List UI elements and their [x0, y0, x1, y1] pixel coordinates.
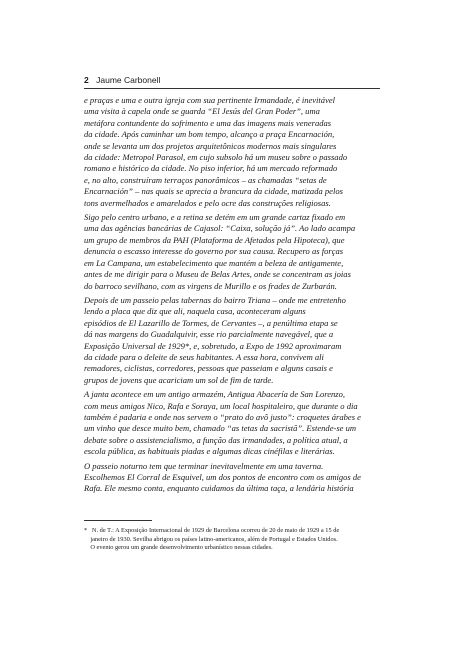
text-line: Sigo pelo centro urbano, e a retina se detém em um grande cartaz fixado em — [84, 212, 346, 223]
author-name: Jaume Carbonell — [96, 75, 161, 85]
paragraph — [84, 295, 382, 386]
header-rule — [84, 88, 380, 89]
page-number: 2 — [84, 75, 89, 85]
text-line: Exposição Universal de 1929*, e, sobretudo, a Expo de 1992 aproximaram — [84, 340, 342, 351]
paragraph — [84, 212, 382, 292]
paragraph — [84, 389, 382, 457]
text-line: Depois de um passeio pelas tabernas do bairro Triana – onde me entretenho — [84, 294, 346, 305]
footnote-line: O evento gerou um grande desenvolvimento urbanístico nessas cidades. — [84, 544, 273, 552]
footnote — [84, 527, 380, 553]
text-line: O passeio noturno tem que terminar inevitavelmente em uma taverna. — [84, 460, 324, 471]
text-line: da cidade. Após caminhar um bom tempo, alcanço a praça Encarnación, — [84, 129, 335, 140]
text-line: também é padaria e onde nos servem o “prato do avô justo”: croquetes árabes e — [84, 411, 361, 422]
body-text — [84, 95, 382, 498]
text-line: uma visita à capela onde se guarda “El Jesús del Gran Poder”, uma — [84, 106, 320, 117]
text-line: escola pública, as habituais piadas e algumas dicas cinéfilas e literárias. — [84, 446, 335, 457]
paragraph — [84, 461, 382, 495]
text-line: da cidade: Metropol Parasol, em cujo subsolo há um museu sobre o passado — [84, 152, 348, 163]
text-line: Encarnación” – nas quais se aprecia a brancura da cidade, matizada pelos — [84, 186, 343, 197]
text-line: e, no alto, construíram terraços panorâmicos – as chamadas “setas de — [84, 174, 327, 185]
footnote-rule — [84, 520, 152, 521]
text-line: antes de me dirigir para o Museu de Belas Artes, onde se concentram as joias — [84, 269, 351, 280]
paragraph — [84, 95, 382, 209]
text-line: em La Campana, um estabelecimento que mantém a beleza de antigamente, — [84, 257, 344, 268]
text-line: com meus amigos Nico, Rafa e Soraya, um local hospitaleiro, que durante o dia — [84, 400, 358, 411]
text-line: debate sobre o assistencialismo, a função das irmandades, a política atual, a — [84, 434, 348, 445]
text-line: metáfora contundente do sofrimento e uma das imagens mais veneradas — [84, 117, 332, 128]
text-line: Rafa. Ele mesmo conta, enquanto cuidamos da última taça, a lendária história — [84, 483, 354, 494]
footnote-line: janeiro de 1930. Sevilha abrigou os países latino-americanos, além de Portugal e Estados Unidos. — [84, 535, 338, 543]
footnote-line: * N. de T.: A Exposição Internacional de 1929 de Barcelona ocorreu de 20 de maio de 1929 a 15 de — [84, 527, 340, 534]
running-header — [84, 75, 380, 85]
text-line: dá nas margens do Guadalquivir, esse rio parcialmente navegável, que a — [84, 329, 334, 340]
text-line: remadores, ciclistas, corredores, pessoas que passeiam e alguns casais e — [84, 363, 333, 374]
text-line: lendo a placa que diz que ali, naquela casa, aconteceram alguns — [84, 306, 306, 317]
text-line: episódios de El Lazarillo de Tormes, de Cervantes –, a penúltima etapa se — [84, 317, 338, 328]
text-line: da cidade para o deleite de seus habitantes. A essa hora, convivem ali — [84, 351, 324, 362]
text-line: Escolhemos El Corral de Esquivel, um dos pontos de encontro com os amigos de — [84, 472, 361, 482]
text-line: um grupo de membros da PAH (Plataforma de Afetados pela Hipoteca), que — [84, 234, 345, 245]
text-line: romano e histórico da cidade. No piso inferior, há um mercado reformado — [84, 163, 338, 174]
text-line: onde se levanta um dos projetos arquitetônicos modernos mais singulares — [84, 140, 337, 151]
text-line: e praças e uma e outra igreja com sua pertinente Irmandade, é inevitável — [84, 95, 336, 105]
text-line: do barroco sevilhano, com as virgens de Murillo e os frades de Zurbarán. — [84, 280, 337, 291]
text-line: denuncia o escasso interesse do governo por sua causa. Recupero as forças — [84, 246, 344, 257]
text-line: uma das agências bancárias de Cajasol: “Caixa, solução já”. Ao lado acampa — [84, 223, 356, 234]
text-line: um vinho que desce muito bem, chamado “as tetas da sacristã”. Estende-se um — [84, 423, 357, 434]
text-line: grupos de jovens que acariciam um sol de fim de tarde. — [84, 374, 274, 385]
text-line: A janta acontece em um antigo armazém, Antigua Abacería de San Lorenzo, — [84, 389, 346, 400]
text-line: tons avermelhados e amarelados e pelo ocre das construções religiosas. — [84, 197, 331, 208]
